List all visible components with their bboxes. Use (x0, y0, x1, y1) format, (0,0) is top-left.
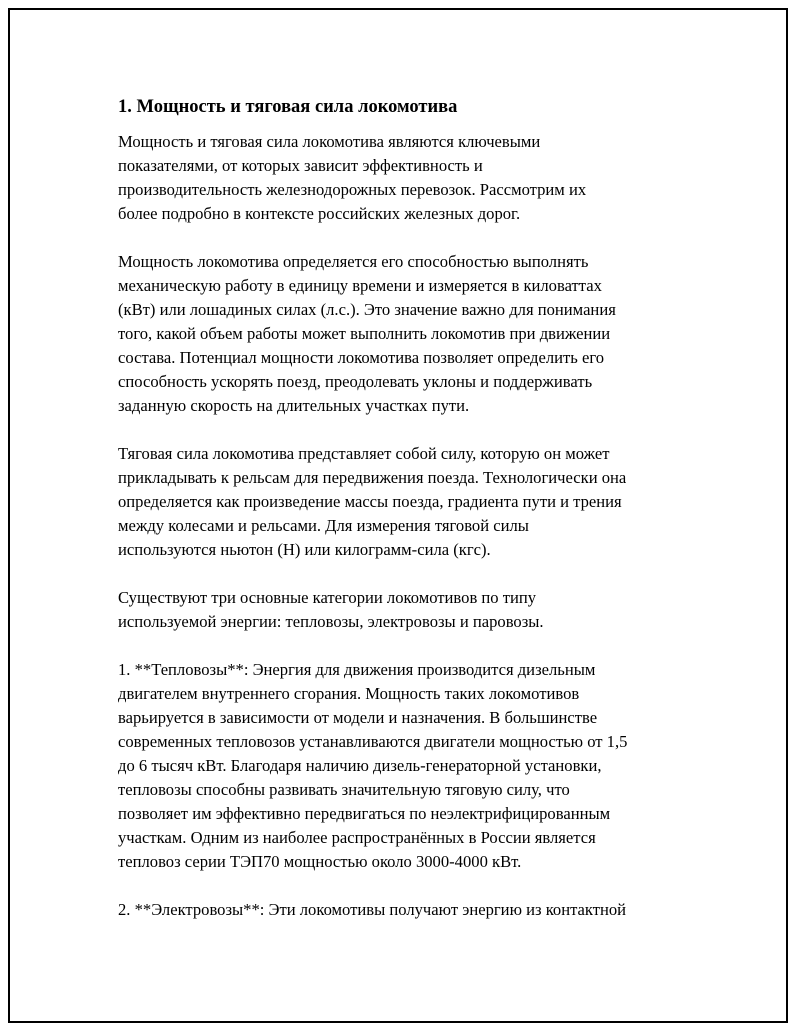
text-line: используемой энергии: тепловозы, электровозы и паровозы. (118, 612, 544, 631)
text-line: современных тепловозов устанавливаются двигатели мощностью от 1,5 (118, 732, 628, 751)
text-line: прикладывать к рельсам для передвижения поезда. Технологически она (118, 468, 627, 487)
text-line: Тяговая сила локомотива представляет собой силу, которую он может (118, 444, 610, 463)
text-line: между колесами и рельсами. Для измерения тяговой силы (118, 516, 529, 535)
paragraph-diesel (118, 658, 698, 874)
paragraph-intro (118, 130, 698, 226)
text-line: способность ускорять поезд, преодолевать уклоны и поддерживать (118, 372, 593, 391)
text-line: участкам. Одним из наиболее распространённых в России является (118, 828, 596, 847)
text-line: более подробно в контексте российских железных дорог. (118, 204, 521, 223)
document-body (118, 94, 698, 946)
text-line: определяется как произведение массы поезда, градиента пути и трения (118, 492, 622, 511)
text-line: 1. **Тепловозы**: Энергия для движения производится дизельным (118, 660, 596, 679)
paragraph-traction (118, 442, 698, 562)
text-line: тепловозы способны развивать значительную тяговую силу, что (118, 780, 570, 799)
text-line: показателями, от которых зависит эффективность и (118, 156, 483, 175)
text-line: Мощность локомотива определяется его способностью выполнять (118, 252, 589, 271)
text-line: того, какой объем работы может выполнить локомотив при движении (118, 324, 611, 343)
section-heading: 1. Мощность и тяговая сила локомотива (118, 97, 458, 117)
text-line: до 6 тысяч кВт. Благодаря наличию дизель-генераторной установки, (118, 756, 602, 775)
text-line: производительность железнодорожных перевозок. Рассмотрим их (118, 180, 587, 199)
text-line: варьируется в зависимости от модели и назначения. В большинстве (118, 708, 598, 727)
text-line: механическую работу в единицу времени и измеряется в киловаттах (118, 276, 602, 295)
text-line: заданную скорость на длительных участках пути. (118, 396, 470, 415)
text-line: 2. **Электровозы**: Эти локомотивы получают энергию из контактной (118, 900, 627, 919)
text-line: позволяет им эффективно передвигаться по неэлектрифицированным (118, 804, 611, 823)
text-line: (кВт) или лошадиных силах (л.с.). Это значение важно для понимания (118, 300, 616, 319)
text-line: используются ньютон (Н) или килограмм-сила (кгс). (118, 540, 491, 559)
text-line: двигателем внутреннего сгорания. Мощность таких локомотивов (118, 684, 580, 703)
text-line: Мощность и тяговая сила локомотива являются ключевыми (118, 132, 541, 151)
text-line: Существуют три основные категории локомотивов по типу (118, 588, 537, 607)
paragraph-categories (118, 586, 698, 634)
text-line: состава. Потенциал мощности локомотива позволяет определить его (118, 348, 605, 367)
paragraph-power (118, 250, 698, 418)
paragraph-electric (118, 898, 698, 922)
text-line: тепловоз серии ТЭП70 мощностью около 3000-4000 кВт. (118, 852, 522, 871)
